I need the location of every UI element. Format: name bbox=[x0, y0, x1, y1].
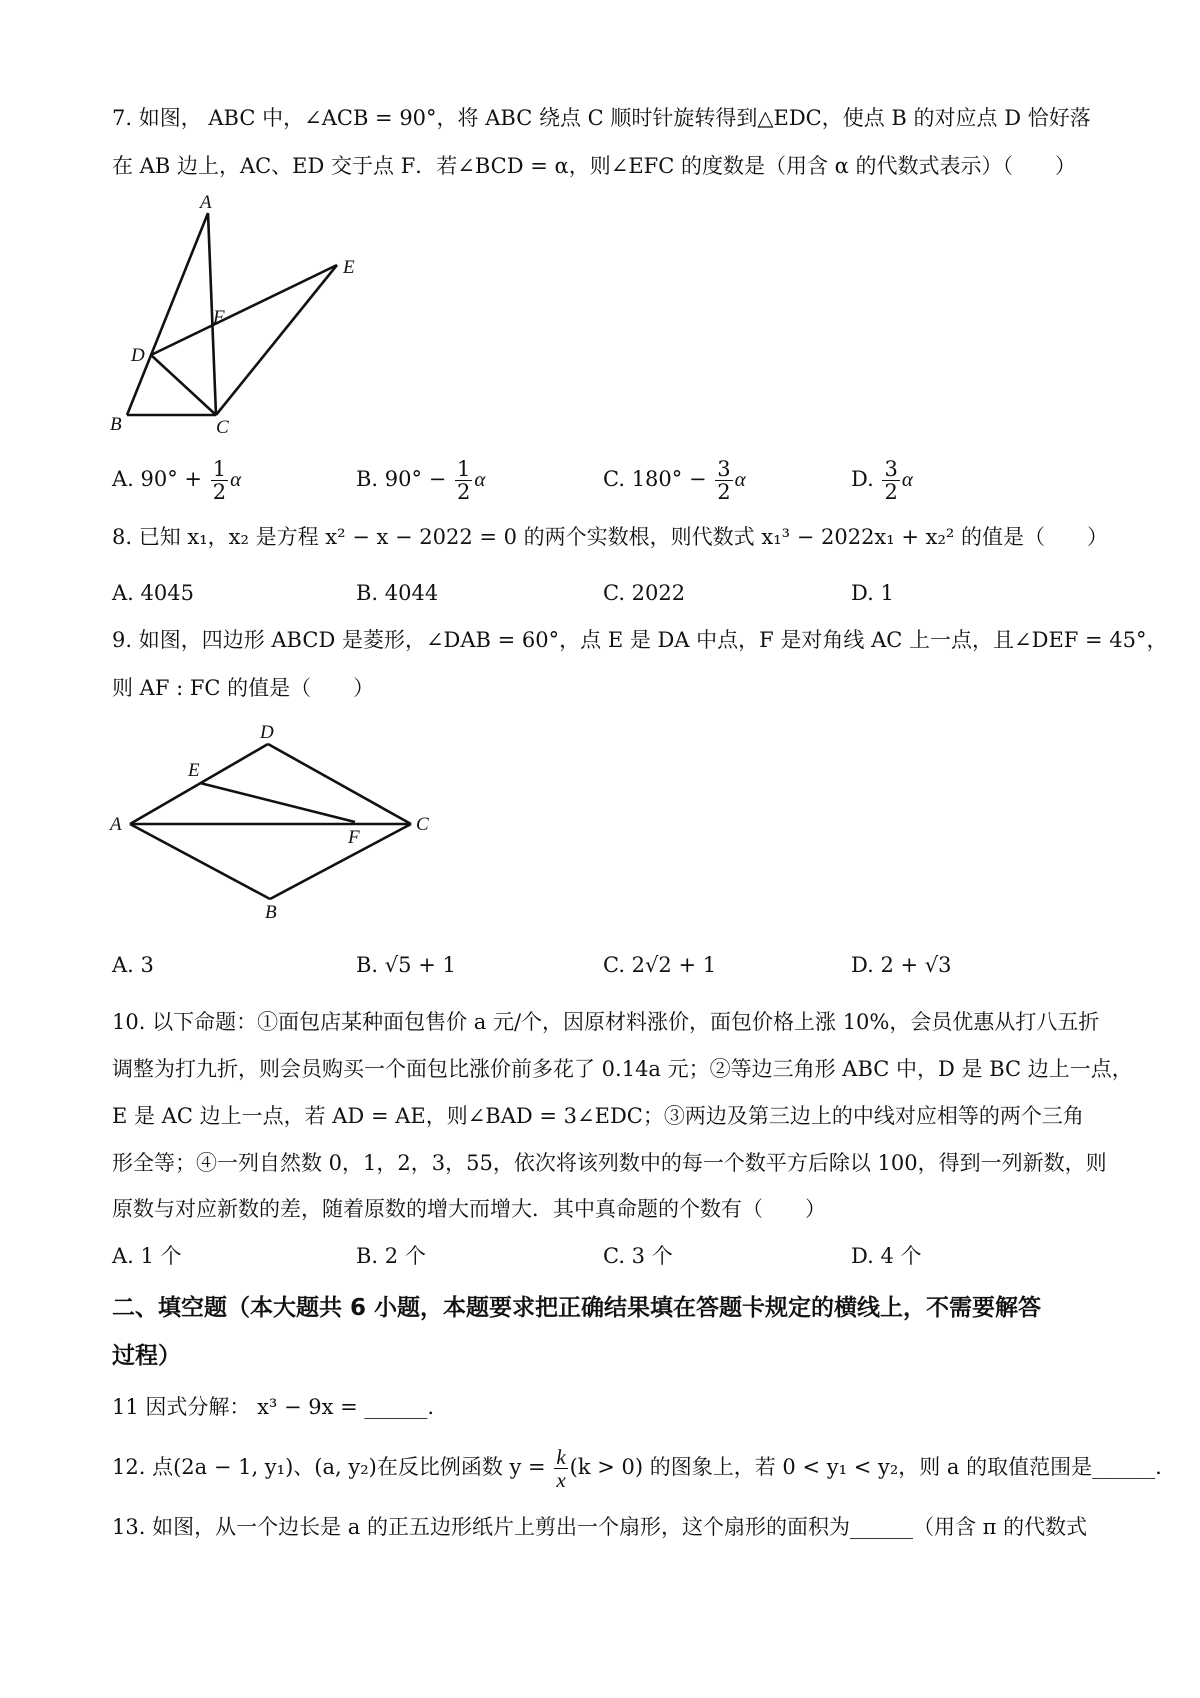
q9-option-a[interactable]: A. 3 bbox=[112, 953, 154, 977]
q7-label-B: B bbox=[110, 414, 122, 435]
q7-label-D: D bbox=[131, 345, 145, 366]
q10-option-b[interactable]: B. 2 个 bbox=[356, 1244, 426, 1268]
q9-seg-BA bbox=[130, 824, 270, 899]
q7-option-c[interactable]: C. 180° − $\frac{3}{2}$ α bbox=[603, 457, 746, 505]
section2-heading-line1: 二、填空题（本大题共 6 小题，本题要求把正确结果填在答题卡规定的横线上，不需要解答 bbox=[112, 1295, 1042, 1321]
q9-seg-EF bbox=[200, 783, 355, 822]
q7-option-c-fraction: $\frac{3}{2}$ bbox=[717, 457, 731, 505]
q9-label-C: C bbox=[416, 814, 429, 835]
q9-line2: 则 AF : FC 的值是（ ） bbox=[112, 676, 375, 700]
q7-figure bbox=[100, 190, 400, 440]
q7-option-d-fraction: $\frac{3}{2}$ bbox=[884, 457, 898, 505]
q7-option-a[interactable]: A. 90° + $\frac{1}{2}$ α bbox=[112, 457, 242, 505]
q9-option-c[interactable]: C. 2√2 + 1 bbox=[603, 953, 717, 977]
q7-line1: 7. 如图， ABC 中，∠ACB = 90°，将 ABC 绕点 C 顺时针旋转得到△EDC，使点 B 的对应点 D 恰好落 bbox=[112, 106, 1091, 130]
q7-label-A: A bbox=[200, 192, 212, 213]
q13-line: 13. 如图，从一个边长是 a 的正五边形纸片上剪出一个扇形，这个扇形的面积为______（用含 π 的代数式 bbox=[112, 1515, 1088, 1539]
q8-line1: 8. 已知 x₁，x₂ 是方程 x² − x − 2022 = 0 的两个实数根，则代数式 x₁³ − 2022x₁ + x₂² 的值是（ ） bbox=[112, 525, 1108, 549]
q7-option-b[interactable]: B. 90° − $\frac{1}{2}$ α bbox=[356, 457, 486, 505]
q9-label-E: E bbox=[188, 760, 200, 781]
q9-seg-AD bbox=[130, 744, 268, 824]
q12-line: 12. 点(2a − 1, y₁)、(a, y₂)在反比例函数 y = $\frac{k}{x}$ (k > 0) 的图象上，若 0 < y₁ < y₂，则 a 的取值范围是______. bbox=[112, 1445, 1162, 1493]
q7-label-F: F bbox=[213, 307, 225, 328]
q10-line5: 原数与对应新数的差，随着原数的增大而增大．其中真命题的个数有（ ） bbox=[112, 1197, 826, 1221]
q8-option-a[interactable]: A. 4045 bbox=[112, 581, 194, 605]
q7-line2: 在 AB 边上，AC、ED 交于点 F．若∠BCD = α，则∠EFC 的度数是（用含 α 的代数式表示）（ ） bbox=[112, 154, 1076, 178]
q7-label-E: E bbox=[343, 257, 355, 278]
q7-label-C: C bbox=[216, 417, 229, 438]
q7-option-b-fraction: $\frac{1}{2}$ bbox=[456, 457, 471, 505]
q10-line2: 调整为打九折，则会员购买一个面包比涨价前多花了 0.14a 元；②等边三角形 ABC 中，D 是 BC 边上一点， bbox=[112, 1057, 1133, 1081]
q7-seg-DE bbox=[151, 265, 337, 355]
q10-line1: 10. 以下命题：①面包店某种面包售价 a 元/个，因原材料涨价，面包价格上涨 10%，会员优惠从打八五折 bbox=[112, 1010, 1100, 1034]
q10-option-a[interactable]: A. 1 个 bbox=[112, 1244, 182, 1268]
q9-label-A: A bbox=[110, 814, 122, 835]
q8-option-d[interactable]: D. 1 bbox=[851, 581, 894, 605]
q9-option-d[interactable]: D. 2 + √3 bbox=[851, 953, 952, 977]
q7-option-d[interactable]: D. $\frac{3}{2}$ α bbox=[851, 457, 913, 505]
q9-option-b[interactable]: B. √5 + 1 bbox=[356, 953, 456, 977]
q12-fraction: $\frac{k}{x}$ bbox=[556, 1445, 566, 1493]
q10-option-c[interactable]: C. 3 个 bbox=[603, 1244, 673, 1268]
q7-seg-EC bbox=[216, 265, 337, 415]
q9-label-D: D bbox=[260, 722, 274, 743]
q8-option-b[interactable]: B. 4044 bbox=[356, 581, 439, 605]
q7-option-a-fraction: $\frac{1}{2}$ bbox=[212, 457, 227, 505]
q9-label-F: F bbox=[348, 827, 360, 848]
section2-heading-line2: 过程） bbox=[112, 1343, 181, 1369]
q10-line3: E 是 AC 边上一点，若 AD = AE，则∠BAD = 3∠EDC；③两边及第三边上的中线对应相等的两个三角 bbox=[112, 1104, 1084, 1128]
q8-option-c[interactable]: C. 2022 bbox=[603, 581, 686, 605]
q9-seg-CB bbox=[270, 824, 411, 899]
q7-seg-AB bbox=[127, 213, 208, 415]
q7-seg-DC bbox=[151, 355, 216, 415]
q10-line4: 形全等；④一列自然数 0，1，2，3，55，依次将该列数中的每一个数平方后除以 100，得到一列新数，则 bbox=[112, 1151, 1107, 1175]
q9-figure bbox=[100, 720, 440, 920]
q9-label-B: B bbox=[265, 902, 277, 920]
q10-option-d[interactable]: D. 4 个 bbox=[851, 1244, 922, 1268]
q11-line: 11 因式分解： x³ − 9x = ______. bbox=[112, 1395, 435, 1419]
q9-line1: 9. 如图，四边形 ABCD 是菱形，∠DAB = 60°，点 E 是 DA 中点，F 是对角线 AC 上一点，且∠DEF = 45°， bbox=[112, 628, 1168, 652]
q9-seg-DC bbox=[268, 744, 411, 824]
